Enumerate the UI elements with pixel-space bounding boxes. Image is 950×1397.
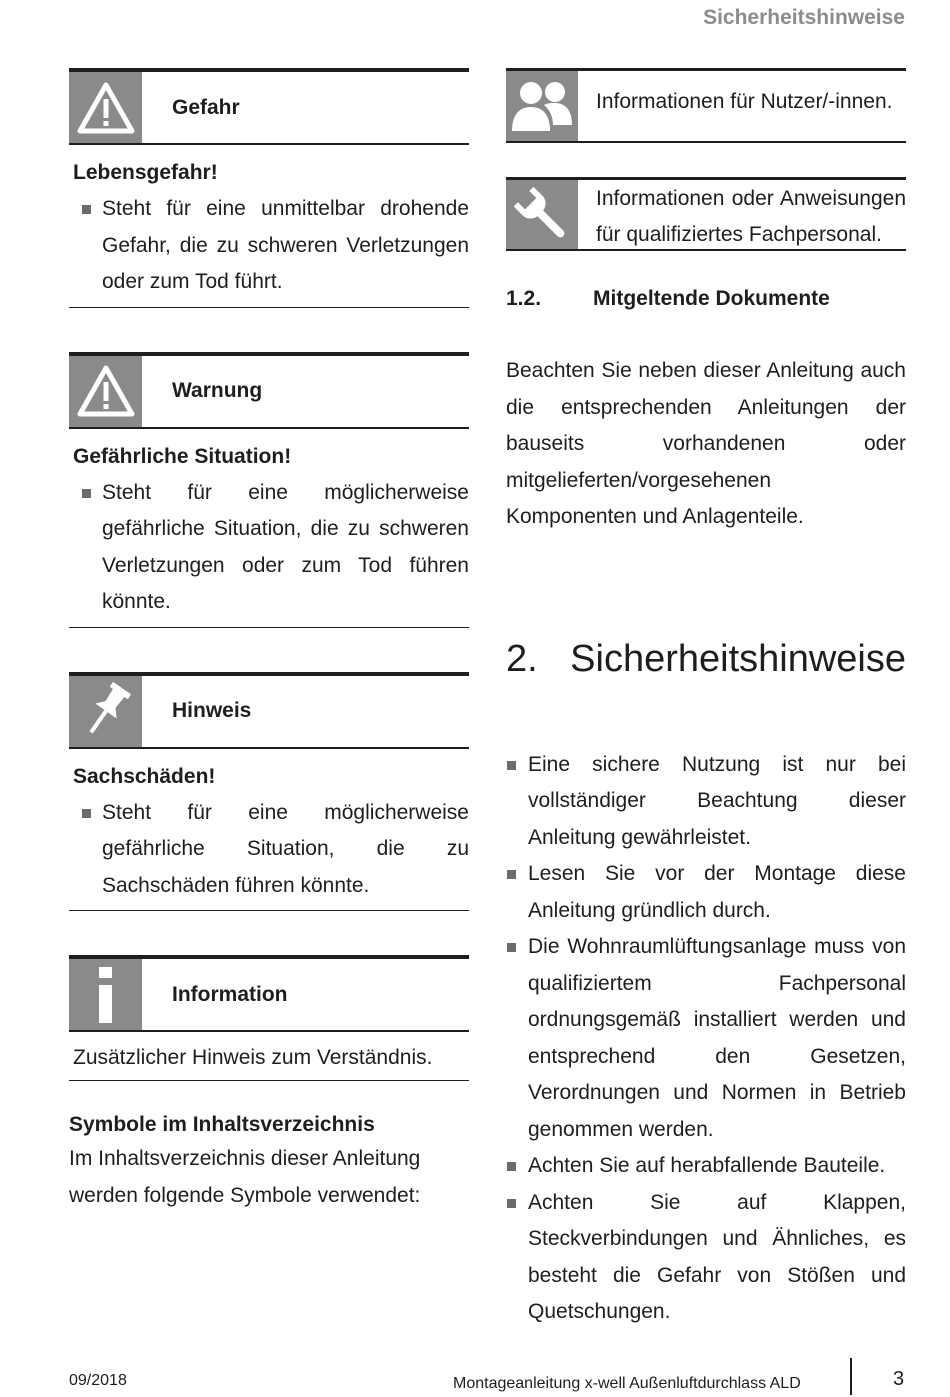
footer-date: 09/2018: [69, 1372, 127, 1389]
list-item: Achten Sie auf Klappen, Steckverbindungen und Ähnliches, es besteht die Gefahr von Stößen und Quetschungen.: [506, 1185, 906, 1331]
hazard-danger: [69, 68, 469, 308]
users-icon: [506, 71, 578, 141]
wrench-icon: [506, 180, 578, 249]
hazard-title: Information: [172, 982, 288, 1006]
safety-list: [506, 747, 906, 1331]
list-item: Lesen Sie vor der Montage diese Anleitung gründlich durch.: [506, 856, 906, 929]
hazard-body: [69, 1032, 469, 1081]
symbols-text: Im Inhaltsverzeichnis dieser Anleitung werden folgende Symbole verwendet:: [69, 1147, 421, 1207]
hazard-title: Warnung: [172, 379, 263, 402]
hazard-body: [69, 749, 469, 912]
section-paragraph: Beachten Sie neben dieser Anleitung auch die entsprechenden Anleitungen der bauseits vorhandenen oder mitgelieferten/vorgesehenen Komponenten und Anlagenteile.: [506, 359, 906, 528]
audience-users: [506, 68, 906, 143]
pushpin-icon: [69, 676, 142, 747]
chapter-number: 2.: [506, 637, 538, 680]
chapter-heading: [506, 638, 906, 681]
list-item: Die Wohnraumlüftungsanlage muss von qualifiziertem Fachpersonal ordnungsgemäß installiert werden und entsprechend den Gesetzen, Verordnungen und Normen in Betrieb genommen werden.: [506, 929, 906, 1148]
hazard-text: Zusätzlicher Hinweis zum Verständnis.: [73, 1046, 433, 1069]
footer-title: Montageanleitung x-well Außenluftdurchlass ALD: [453, 1375, 801, 1392]
hazard-subtitle: Lebensgefahr!: [73, 161, 218, 184]
audience-text: Informationen oder Anweisungen für qualifiziertes Fachpersonal.: [596, 187, 906, 246]
section-title: Mitgeltende Dokumente: [593, 287, 830, 310]
list-item: Achten Sie auf herabfallende Bauteile.: [506, 1148, 906, 1185]
left-column: [69, 68, 469, 1214]
hazard-header: [69, 68, 469, 145]
section-number: 1.2.: [506, 287, 542, 310]
hazard-information: [69, 955, 469, 1081]
hazard-bullet: Steht für eine möglicherweise gefährliche Situation, die zu schweren Verletzungen oder zum Tod führen könnte.: [73, 475, 469, 621]
hazard-bullet: Steht für eine unmittelbar drohende Gefahr, die zu schweren Verletzungen oder zum Tod führt.: [73, 191, 469, 301]
hazard-warning: [69, 352, 469, 628]
info-icon: [69, 959, 142, 1030]
hazard-body: [69, 429, 469, 628]
chapter-title: Sicherheitshinweise: [570, 637, 906, 680]
audience-text: Informationen für Nutzer/-innen.: [596, 90, 893, 113]
footer-divider: [850, 1358, 852, 1395]
hazard-notice: [69, 672, 469, 912]
hazard-subtitle: Gefährliche Situation!: [73, 444, 292, 468]
hazard-header: [69, 352, 469, 429]
section-heading: [506, 287, 906, 311]
hazard-body: [69, 145, 469, 308]
page-number: 3: [893, 1368, 905, 1390]
hazard-title: Gefahr: [172, 95, 240, 119]
right-column: [506, 68, 906, 1331]
running-head: Sicherheitshinweise: [703, 6, 905, 29]
symbols-heading: Symbole im Inhaltsverzeichnis: [69, 1113, 375, 1136]
warning-triangle-icon: [69, 356, 142, 427]
hazard-bullet: Steht für eine möglicherweise gefährliche Situation, die zu Sachschäden führen könnte.: [73, 795, 469, 905]
hazard-header: [69, 955, 469, 1032]
audience-professionals: [506, 177, 906, 251]
hazard-header: [69, 672, 469, 749]
warning-triangle-icon: [69, 72, 142, 143]
hazard-subtitle: Sachschäden!: [73, 764, 216, 788]
hazard-title: Hinweis: [172, 699, 252, 722]
list-item: Eine sichere Nutzung ist nur bei vollständiger Beachtung dieser Anleitung gewährleistet.: [506, 747, 906, 857]
